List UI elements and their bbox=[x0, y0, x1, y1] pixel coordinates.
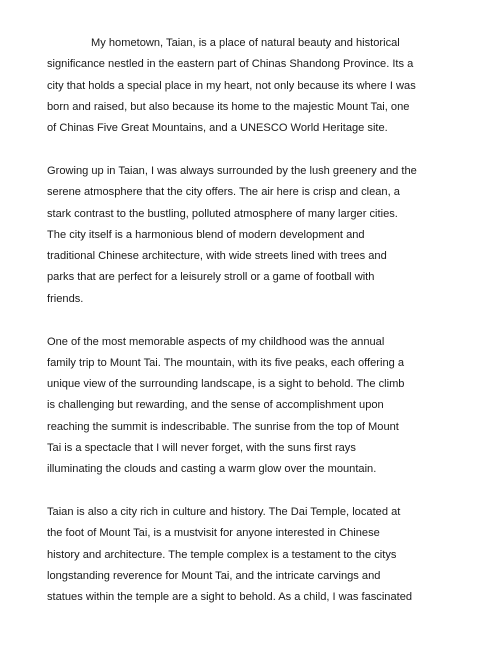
text-line: serene atmosphere that the city offers. The air here is crisp and clean, a bbox=[47, 186, 400, 199]
paragraph-culture-history bbox=[47, 502, 459, 608]
paragraph-hometown-intro bbox=[47, 33, 459, 139]
text-line: city that holds a special place in my heart, not only because its where I was bbox=[47, 79, 416, 92]
text-line: statues within the temple are a sight to behold. As a child, I was fascinated bbox=[47, 591, 413, 604]
text-line: The city itself is a harmonious blend of modern development and bbox=[47, 228, 365, 241]
text-line: My hometown, Taian, is a place of natural beauty and historical bbox=[91, 37, 400, 49]
text-line: stark contrast to the bustling, polluted atmosphere of many larger cities. bbox=[47, 207, 398, 220]
paragraph-growing-up bbox=[47, 161, 459, 310]
text-line: parks that are perfect for a leisurely stroll or a game of football with bbox=[47, 271, 375, 284]
essay-body bbox=[47, 33, 459, 630]
paragraph-mount-tai-trip bbox=[47, 332, 459, 481]
text-line: friends. bbox=[47, 292, 84, 305]
text-line: is challenging but rewarding, and the sense of accomplishment upon bbox=[47, 399, 384, 412]
text-line: of Chinas Five Great Mountains, and a UNESCO World Heritage site. bbox=[47, 122, 388, 135]
text-line: the foot of Mount Tai, is a mustvisit for anyone interested in Chinese bbox=[47, 527, 380, 540]
text-line: reaching the summit is indescribable. The sunrise from the top of Mount bbox=[47, 420, 399, 433]
text-line: family trip to Mount Tai. The mountain, with its five peaks, each offering a bbox=[47, 356, 405, 369]
text-line: Tai is a spectacle that I will never forget, with the suns first rays bbox=[47, 442, 356, 455]
text-line: significance nestled in the eastern part of Chinas Shandong Province. Its a bbox=[47, 58, 414, 71]
text-line: Growing up in Taian, I was always surrounded by the lush greenery and the bbox=[47, 164, 417, 177]
text-line: history and architecture. The temple complex is a testament to the citys bbox=[47, 548, 397, 561]
text-line: One of the most memorable aspects of my childhood was the annual bbox=[47, 335, 385, 348]
text-line: longstanding reverence for Mount Tai, and the intricate carvings and bbox=[47, 570, 381, 583]
text-line: Taian is also a city rich in culture and history. The Dai Temple, located at bbox=[47, 506, 401, 519]
text-line: unique view of the surrounding landscape, is a sight to behold. The climb bbox=[47, 378, 405, 391]
text-line: born and raised, but also because its home to the majestic Mount Tai, one bbox=[47, 100, 410, 113]
text-line: illuminating the clouds and casting a warm glow over the mountain. bbox=[47, 463, 377, 476]
text-line: traditional Chinese architecture, with wide streets lined with trees and bbox=[47, 250, 387, 263]
